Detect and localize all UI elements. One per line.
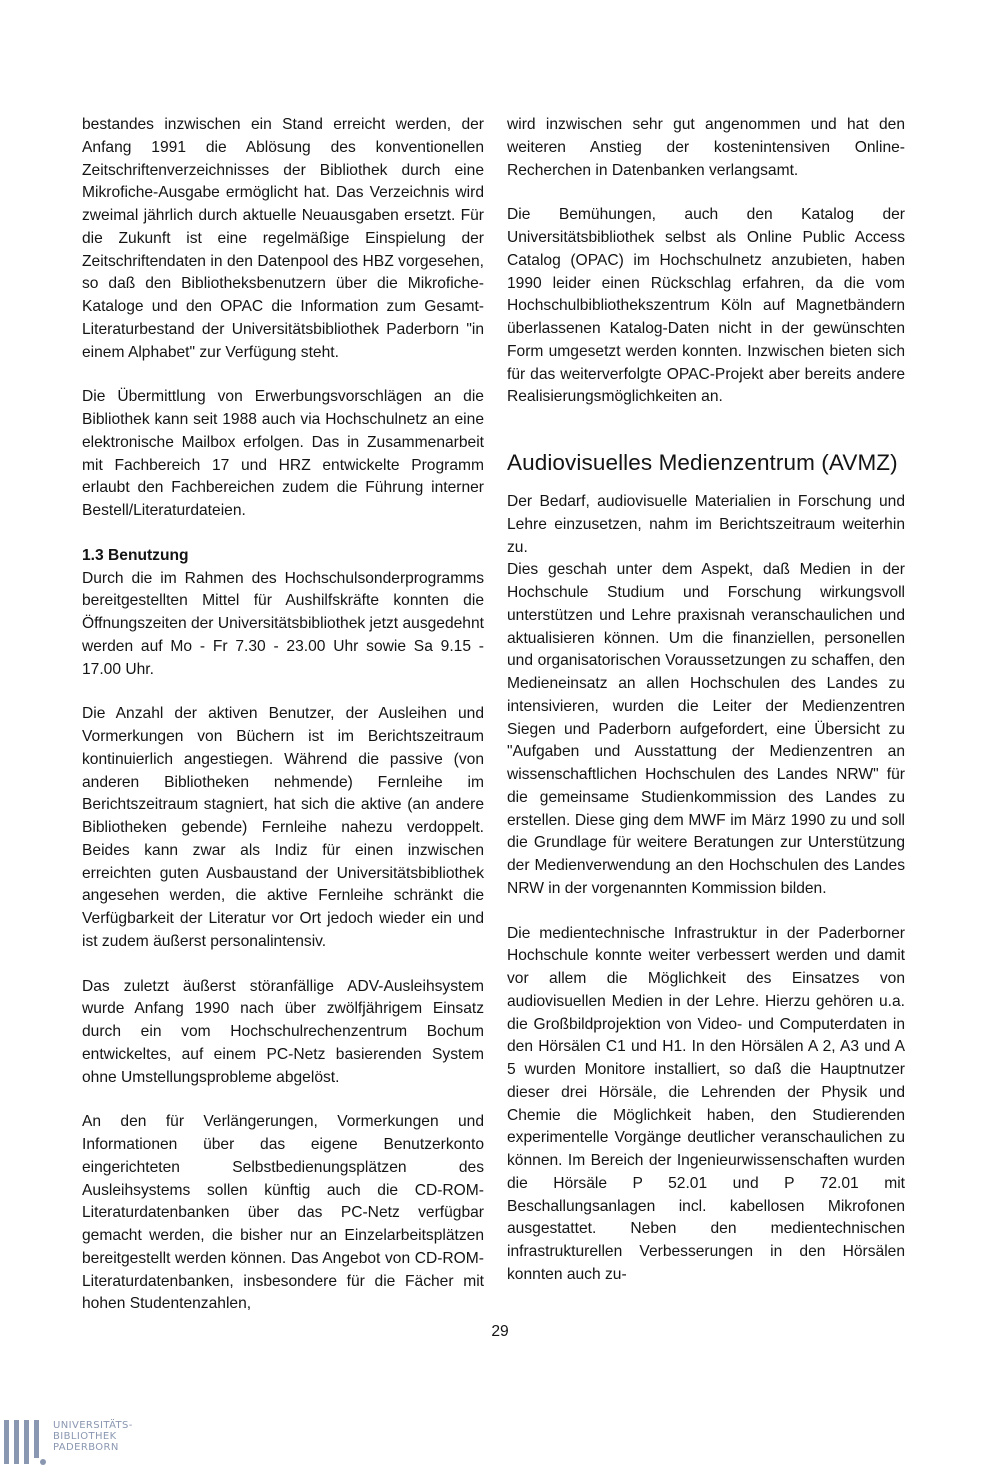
paragraph-opac: Die Bemühungen, auch den Katalog der Universitätsbibliothek selbst als Online Public Access Catalog (OPAC) im Hochschulnetz anzubieten, haben 1990 leider einen Rückschlag erfahren, da die vom Hochschulbibliothekszentrum Köln auf Magnetbändern überlassenen Katalog-Daten nicht in der gewünschten Form umgesetzt werden konnten. Inzwischen bieten sich für das weiterverfolgte OPAC-Projekt aber bereits andere Realisierungsmöglichkeiten an. [507, 206, 905, 406]
paragraph-oeffnungszeiten: Durch die im Rahmen des Hochschulsonderprogramms bereitgestellten Mittel für Aushilfskräfte konnten die Öffnungszeiten der Universitätsbibliothek jetzt ausgedehnt werden auf Mo - Fr 7.30 - 23.00 Uhr sowie Sa 9.15 - 17.00 Uhr. [82, 569, 484, 678]
paragraph-ausleihsystem: Das zuletzt äußerst störanfällige ADV-Ausleihsystem wurde Anfang 1990 nach über zwölfjährigem Einsatz durch ein vom Hochschulrechenzentrum Bochum entwickeltes, auf einem PC-Netz basierenden System ohne Umstellungsprobleme abgelöst. [82, 977, 484, 1086]
paragraph-zeitschriften: bestandes inzwischen ein Stand erreicht werden, der Anfang 1991 die Ablösung des konventionellen Zeitschriftenverzeichnisses der Bibliothek durch eine Mikrofiche-Ausgabe ermöglicht hat. Das Verzeichnis wird zweimal jährlich durch aktuelle Neuausgaben ersetzt. Für die Zukunft ist eine regelmäßige Einspielung der Zeitschriftendaten in den Datenpool des HBZ vorgesehen, so daß den Bibliotheksbenutzern über die Mikrofiche-Kataloge und den OPAC die Information zum Gesamt-Literaturbestand der Universitätsbibliothek Paderborn "in einem Alphabet" zur Verfügung steht. [82, 116, 484, 361]
paragraph-cd-rom: An den für Verlängerungen, Vormerkungen und Informationen über das eigene Benutzerkonto eingerichteten Selbstbedienungsplätzen des Ausleihsystems sollen künftig auch die CD-ROM-Literaturdatenbanken über das PC-Netz verfügbar gemacht werden, die bisher nur an Einzelarbeitsplätzen bereitgestellt werden können. Das Angebot von CD-ROM-Literaturdatenbanken, insbesondere für die Fächer mit hohen Studentenzahlen, [82, 1113, 484, 1313]
library-logo-text [53, 1420, 133, 1453]
paragraph-medienzentren: Dies geschah unter dem Aspekt, daß Medien in der Hochschule Studium und Forschung wirkungsvoll unterstützen und Lehre praxisnah veranschaulichen und aktualisieren können. Um die finanziellen, personellen und organisatorischen Voraussetzungen zu schaffen, den Medieneinsatz an allen Hochschulen des Landes zu intensivieren, wurden die Leiter der Medienzentren Siegen und Paderborn aufgefordert, eine Übersicht zu "Aufgaben und Ausstattung der Medienzentren an wissenschaftlichen Hochschulen des Landes NRW" für die gemeinsame Studienkommission des Landes zu erstellen. Diese ging dem MWF im März 1990 zu und soll die Grundlage für weitere Beratungen zur Unterstützung der Medienverwendung an den Hochschulen des Landes NRW in der vorgenannten Kommission bilden. [507, 561, 905, 897]
paragraph-infrastruktur: Die medientechnische Infrastruktur in der Paderborner Hochschule konnte weiter verbessert werden und damit vor allem die Möglichkeit des Einsatzes von audiovisuellen Medien in der Lehre. Hierzu gehören u.a. die Großbildprojektion von Video- und Computerdaten in den Hörsälen C1 und H1. In den Hörsälen A 2, A3 und A 5 wurden Monitore installiert, so daß die Hauptnutzer dieser drei Hörsäle, die Lehrenden der Physik und Chemie die Möglichkeit haben, den Studierenden experimentelle Vorgänge deutlicher veranschaulichen zu können. Im Bereich der Ingenieurwissenschaften wurden die Hörsäle P 52.01 und P 72.01 mit Beschallungsanlagen incl. kabellosen Mikrofonen ausgestattet. Neben den medientechnischen infrastrukturellen Verbesserungen in den Hörsälen konnten auch zu- [507, 924, 905, 1283]
logo-line-1: UNIVERSITÄTS- [53, 1420, 133, 1431]
paragraph-benutzer-fernleihe: Die Anzahl der aktiven Benutzer, der Ausleihen und Vormerkungen von Büchern ist im Berichtszeitraum kontinuierlich angestiegen. Während die passive (von anderen Bibliotheken nehmende) Fernleihe im Berichtszeitraum stagniert, hat sich die aktive (an andere Bibliotheken gebende) Fernleihe nahezu verdoppelt. Beides kann zwar als Indiz für einen inzwischen erreichten guten Ausbaustand der Universitätsbibliothek angesehen werden, die aktive Fernleihe schränkt die Verfügbarkeit der Literatur vor Ort jedoch wieder ein und ist zudem äußerst personalintensiv. [82, 705, 484, 950]
right-column [507, 114, 905, 1287]
library-logo [0, 1418, 160, 1468]
left-column [82, 114, 484, 1316]
page-number: 29 [491, 1323, 509, 1340]
logo-line-3: PADERBORN [53, 1442, 119, 1453]
paragraph-erwerbungsvorschlaege: Die Übermittlung von Erwerbungsvorschlägen an die Bibliothek kann seit 1988 auch via Hochschulnetz an eine elektronische Mailbox erfolgen. Das in Zusammenarbeit mit Fachbereich 17 und HRZ entwickelte Programm erlaubt den Fachbereichen zudem die Führung interner Bestell/Literaturdateien. [82, 388, 484, 519]
section-heading-avmz: Audiovisuelles Medienzentrum (AVMZ) [507, 450, 898, 475]
library-logo-icon [2, 1420, 50, 1466]
subheading-benutzung: 1.3 Benutzung [82, 546, 189, 564]
paragraph-bedarf: Der Bedarf, audiovisuelle Materialien in Forschung und Lehre einzusetzen, nahm im Berichtszeitraum weiterhin zu. [507, 493, 905, 556]
paragraph-online-recherchen: wird inzwischen sehr gut angenommen und hat den weiteren Anstieg der kostenintensiven Online-Recherchen in Datenbanken verlangsamt. [507, 116, 905, 179]
logo-line-2: BIBLIOTHEK [53, 1431, 117, 1442]
